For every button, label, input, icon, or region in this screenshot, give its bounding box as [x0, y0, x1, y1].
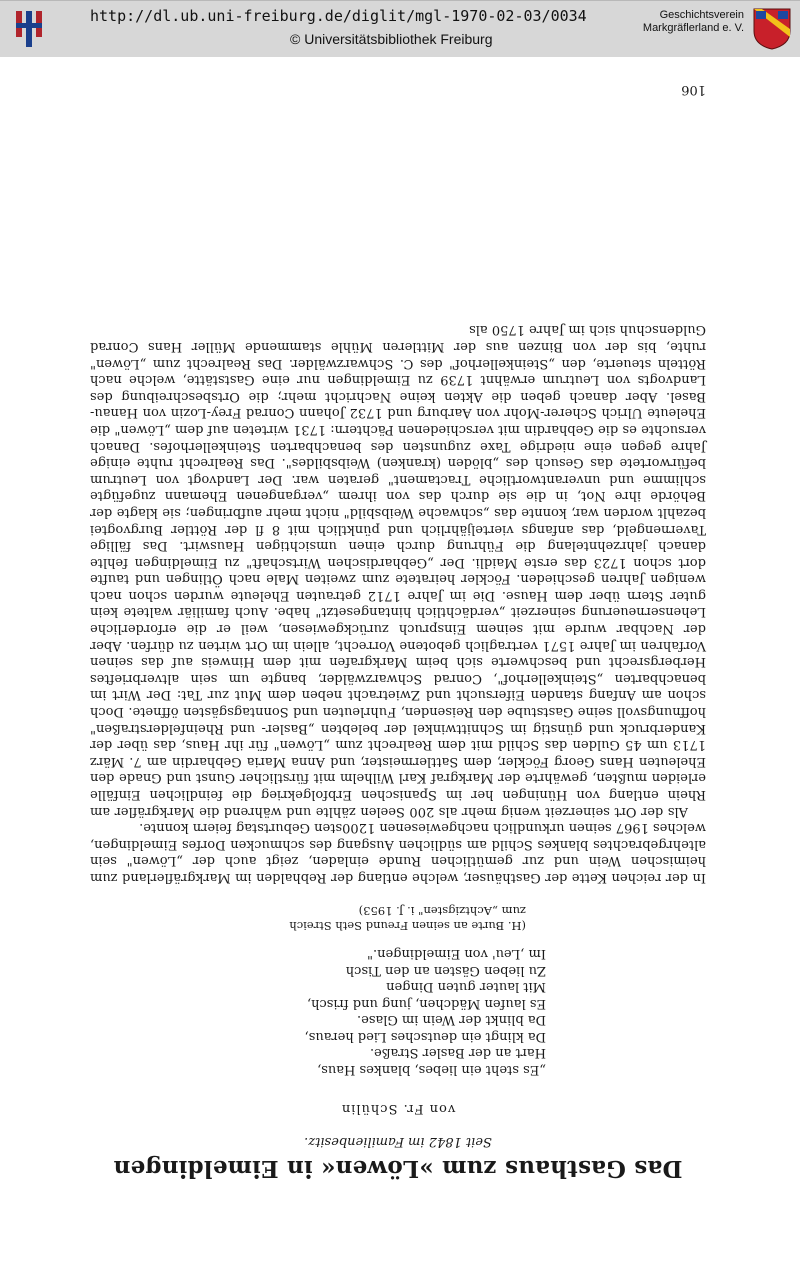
paragraph-2: Als der Ort seinerzeit wenig mehr als 200 Seelen zählte und während die Markgräfler am Rhein entlang von Hüningen her im Spanischen Erbfolgekrieg die feindlichen Einfälle erleiden mußten, gewährte der Markgraf Karl Wilhelm mit fürstlicher Gunst und Gnade den Eheleuten Hans Georg Föckler, dem Sattlermeister, und Anna Maria Gebhardin am 7. März 1713 um 45 Gulden das Schild mit dem Realrecht zum „Löwen" für ihr Haus, das über der Kanderbruck und günstig im Schnittwinkel der belebten „Basler- und Rheinfelderstraßen" hoffnungsvoll seine Gaststube den Reisenden, Fuhrleuten und Sonntagsgästen öffnete. Doch schon am Anfang standen Eifersucht und Zwietracht neben dem Mut zur Tat: Der Wirt im benachbarten „Steinkellerhof", Conrad Schwarzwälder, bangte um sein altverbrieftes Herbergsrecht und beschwerte sich beim Markgrafen mit dem Hinweis auf das seinen Vorfahren im Jahre 1571 vertraglich gebotene Vorrecht, allein im Ort wirten zu dürfen. Aber der Nachbar wurde mit seinem Einspruch zurückgewiesen, weil er die erforderliche Lehenserneuerung seinerzeit „verdächtlich hintangesetzt" habe. Auch familiär waltete kein guter Stern über dem Hause. Die im Jahre 1712 getrauten Eheleute wurden schon nach wenigen Jahren geschieden. Föckler heiratete zum zweiten Male nach Ötlingen und taufte dort schon 1723 das erste Maidli. Der „Gebhardischen Wirtschaft" zu Eimeldingen fehlte danach jahrzehntelang die Führung durch einen umsichtigen Hauswirt. Das fällige Tavernengeld, das anfangs vierteljährlich und pünktlich mit 8 fl der Röttler Burgvogtei bezahlt worden war, konnte das „schwache Weibsbild" nicht mehr aufbringen; sie klagte der Behörde ihre Not, in die sie durch das von ihrem „vergangenen Ehemann zugefügte schlimme und unverantwortliche Tractament" geraten war. Der Landvogt von Leutrum befürwortete das Gesuch des „blöden (kranken) Weibsbildes". Das Realrecht ruhte einige Jahre gegen eine niedrige Taxe zugunsten des benachbarten Steinkellerhofes. Danach versuchte es die Gebhardin mit verschiedenen Pächtern: 1731 wirteten auf dem „Löwen" die Eheleute Ulrich Scherer-Mohr von Aarburg und 1732 Johann Conrad Frey-Lozin von Hanau-Basel. Aber danach geben die Akten keine Nachricht mehr; die Ortsbeschreibung des Landvogts von Leutrum erwähnt 1739 zu Eimeldingen nur eine Gaststätte, welche nach Rötteln steuerte, den „Steinkellerhof" des C. Schwarzwälder. Das Realrecht zum „Löwen" ruhte, bis der von Binzen aus der Mittleren Mühle stammende Müller Hans Conrad Guldenschuh sich im Jahre 1750 als	[90, 322, 706, 819]
dedication-line-1: (H. Burte an seinen Freund Seth Streich	[289, 919, 526, 933]
poem-dedication	[90, 903, 526, 933]
poem-line: „Es steht ein liebes, blankes Haus,	[317, 1062, 546, 1077]
article-body	[90, 321, 706, 885]
poem-line: Da klingt ein deutsches Lied heraus,	[304, 1029, 546, 1044]
dedication-line-2: zum „Achtzigsten" i. J. 1953)	[358, 904, 526, 918]
scanned-page	[90, 82, 706, 1182]
poem-line: Es laufen Mädchen, jung und frisch,	[306, 996, 546, 1011]
document-url[interactable]: http://dl.ub.uni-freiburg.de/diglit/mgl-1970-02-03/0034	[90, 7, 587, 25]
poem-line: Zu lieben Gästen an den Tisch	[345, 963, 546, 978]
paragraph-1: In der reichen Kette der Gasthäuser, welche entlang der Rebhalden im Markgräflerland zum heimischen Wein und zur gemütlichen Runde einladen, zeigt auch der „Löwen" sein altehrgebrachtes blankes Schild am südlichen Ausgang des schmucken Dorfes Eimeldingen, welches 1967 seinen urkundlich nachgewiesenen 1200sten Geburtstag feiern konnte.	[90, 820, 706, 885]
university-logo-icon	[14, 9, 54, 49]
article-author: von Fr. Schülin	[340, 1101, 456, 1116]
poem-line: Mit lauter guten Dingen	[386, 979, 546, 995]
society-line-2: Markgräflerland e. V.	[642, 22, 744, 34]
poem-line: Im ‚Leu' von Eimeldingen."	[367, 946, 546, 962]
poem-line: Hart an der Basler Straße.	[369, 1045, 546, 1061]
article-title: Das Gasthaus zum »Löwen« in Eimeldingen	[113, 1155, 683, 1182]
copyright-text: © Universitätsbibliothek Freiburg	[290, 31, 493, 47]
society-crest-icon	[752, 7, 792, 51]
society-line-1: Geschichtsverein	[659, 9, 744, 21]
article-subtitle: Seit 1842 im Familienbesitz.	[304, 1134, 492, 1149]
page-number: 106	[681, 82, 706, 97]
footer-banner	[0, 0, 800, 57]
society-name	[584, 9, 744, 35]
poem	[90, 945, 546, 1077]
poem-line: Da blinkt der Wein im Glase.	[357, 1012, 546, 1028]
